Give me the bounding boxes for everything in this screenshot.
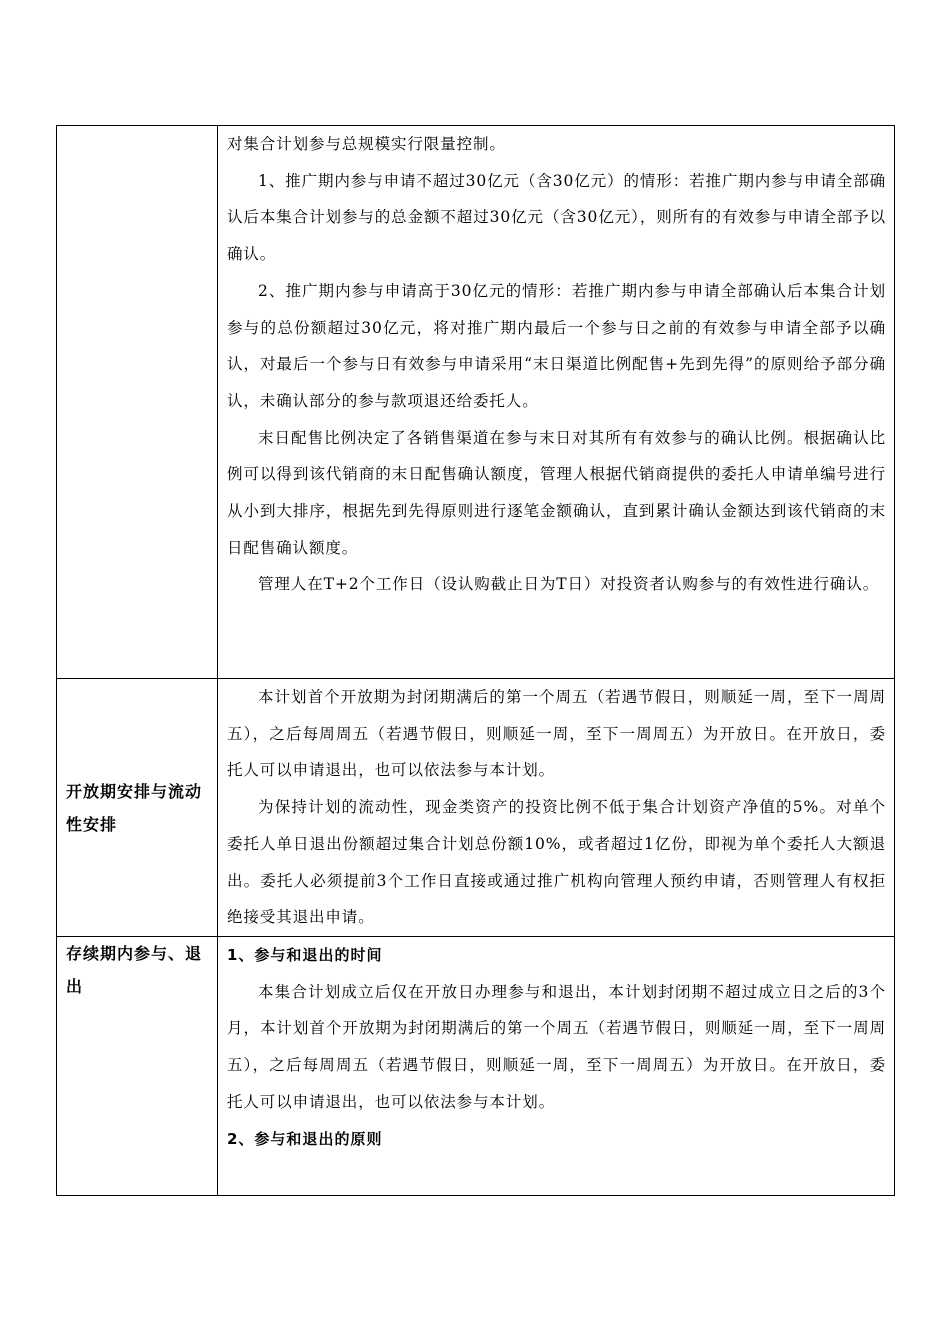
row-label-open-period: 开放期安排与流动性安排: [66, 781, 203, 834]
paragraph: 为保持计划的流动性，现金类资产的投资比例不低于集合计划资产净值的5%。对单个委托人单日退出份额超过集合计划总份额10%，或者超过1亿份，即视为单个委托人大额退出。委托人必须提前3个工作日直接或通过推广机构向管理人预约申请，否则管理人有权拒绝接受其退出申请。: [227, 798, 886, 927]
table-row: [57, 937, 895, 1196]
row-label-cell: [57, 679, 218, 937]
paragraph: 管理人在T+2个工作日（设认购截止日为T日）对投资者认购参与的有效性进行确认。: [258, 575, 880, 594]
paragraph: 1、推广期内参与申请不超过30亿元（含30亿元）的情形：若推广期内参与申请全部确认后本集合计划参与的总金额不超过30亿元（含30亿元），则所有的有效参与申请全部予以确认。: [227, 171, 886, 264]
row-label-cell: [57, 937, 218, 1196]
row-content-cell: [218, 126, 895, 679]
row-content-cell: [218, 679, 895, 937]
paragraph: 对集合计划参与总规模实行限量控制。: [227, 135, 506, 153]
paragraph: 本计划首个开放期为封闭期满后的第一个周五（若遇节假日，则顺延一周，至下一周周五），之后每周周五（若遇节假日，则顺延一周，至下一周周五）为开放日。在开放日，委托人可以申请退出，也可以依法参与本计划。: [227, 688, 886, 780]
document-table: [56, 125, 895, 1196]
row-label-cell: [57, 126, 218, 679]
section-heading: 1、参与和退出的时间: [227, 946, 383, 964]
row-content-cell: [218, 937, 895, 1196]
row-label-participation-exit: 存续期内参与、退出: [66, 944, 203, 996]
paragraph: 本集合计划成立后仅在开放日办理参与和退出，本计划封闭期不超过成立日之后的3个月，本计划首个开放期为封闭期满后的第一个周五（若遇节假日，则顺延一周，至下一周周五），之后每周周五（若遇节假日，则顺延一周，至下一周周五）为开放日。在开放日，委托人可以申请退出，也可以依法参与本计划。: [227, 982, 886, 1111]
table-row: [57, 126, 895, 679]
paragraph: 2、推广期内参与申请高于30亿元的情形：若推广期内参与申请全部确认后本集合计划参与的总份额超过30亿元，将对推广期内最后一个参与日之前的有效参与申请全部予以确认，对最后一个参与日有效参与申请采用“末日渠道比例配售+先到先得”的原则给予部分确认，未确认部分的参与款项退还给委托人。: [227, 281, 886, 410]
table-row: [57, 679, 895, 937]
paragraph: 末日配售比例决定了各销售渠道在参与末日对其所有有效参与的确认比例。根据确认比例可以得到该代销商的末日配售确认额度，管理人根据代销商提供的委托人申请单编号进行从小到大排序，根据先到先得原则进行逐笔金额确认，直到累计确认金额达到该代销商的末日配售确认额度。: [227, 428, 886, 557]
section-heading: 2、参与和退出的原则: [227, 1129, 383, 1148]
